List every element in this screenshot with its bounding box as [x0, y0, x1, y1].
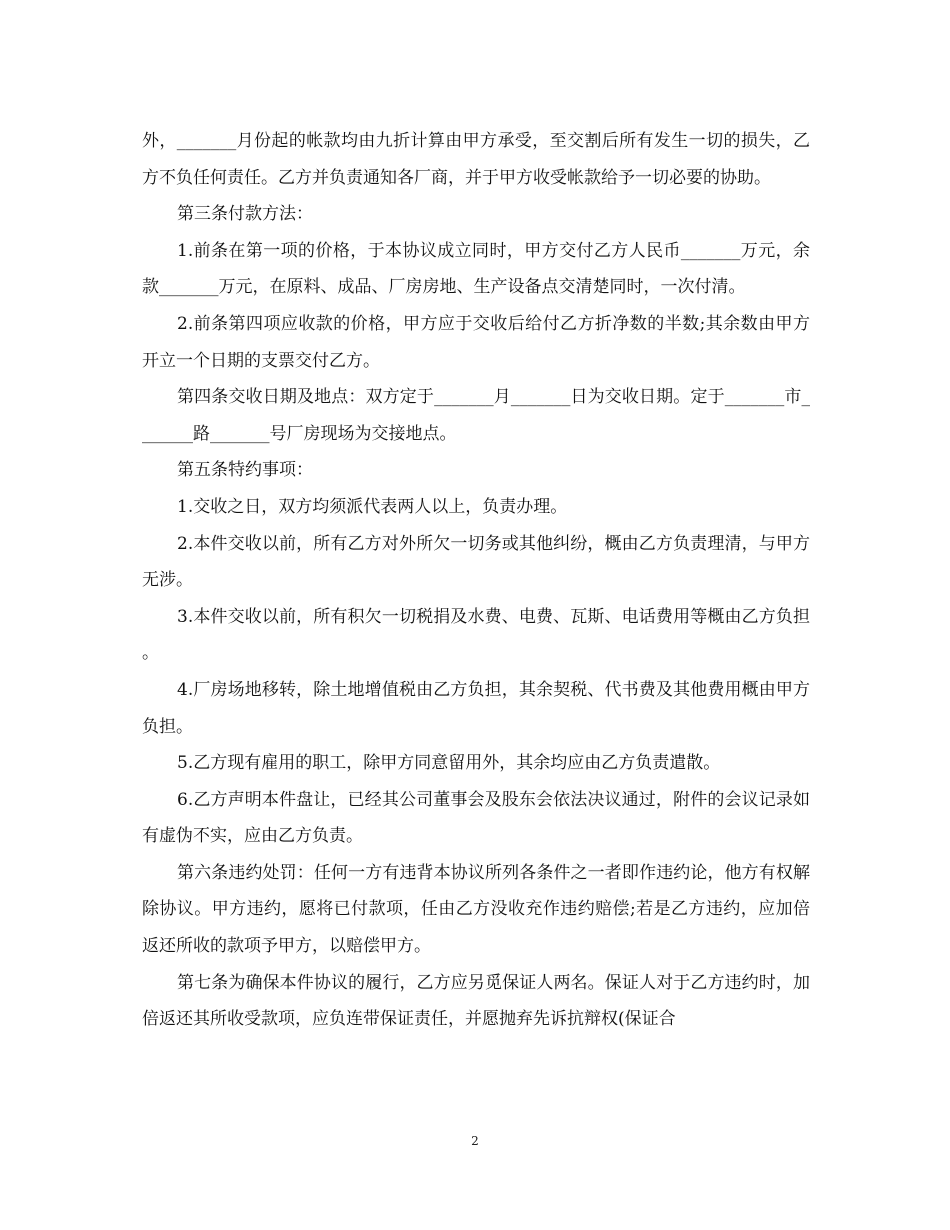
paragraph: 3.本件交收以前，所有积欠一切税捐及水费、电费、瓦斯、电话费用等概由乙方负担。	[142, 606, 810, 664]
article-5-heading: 第五条特约事项：	[177, 460, 313, 481]
paragraph: 6.乙方声明本件盘让，已经其公司董事会及股东会依法决议通过，附件的会议记录如有虚伪不实，应由乙方负责。	[142, 789, 810, 847]
paragraph: 1.前条在第一项的价格，于本协议成立同时，甲方交付乙方人民币_______万元，余款_______万元，在原料、成品、厂房房地、生产设备点交清楚同时，一次付清。	[142, 240, 810, 298]
paragraph: 2.本件交收以前，所有乙方对外所欠一切务或其他纠纷，概由乙方负责理清，与甲方无涉。	[142, 533, 810, 591]
paragraph: 5.乙方现有雇用的职工，除甲方同意留用外，其余均应由乙方负责遣散。	[177, 753, 721, 774]
page-number: 2	[471, 1134, 479, 1148]
article-6-paragraph: 第六条违约处罚：任何一方有违背本协议所列各条件之一者即作违约论，他方有权解除协议。甲方违约，愿将已付款项，任由乙方没收充作违约赔偿;若是乙方违约，应加倍返还所收的款项予甲方，以赔偿甲方。	[142, 862, 810, 957]
paragraph: 外，_______月份起的帐款均由九折计算由甲方承受，至交割后所有发生一切的损失，乙方不负任何责任。乙方并负责通知各厂商，并于甲方收受帐款给予一切必要的协助。	[142, 131, 810, 188]
paragraph: 4.厂房场地移转，除土地增值税由乙方负担，其余契税、代书费及其他费用概由甲方负担。	[142, 679, 810, 737]
paragraph: 1.交收之日，双方均须派代表两人以上，负责办理。	[177, 496, 568, 517]
article-3-heading: 第三条付款方法：	[177, 204, 313, 225]
paragraph: 2.前条第四项应收款的价格，甲方应于交收后给付乙方折净数的半数;其余数由甲方开立一个日期的支票交付乙方。	[142, 313, 810, 371]
document-body	[142, 123, 810, 1038]
article-7-paragraph: 第七条为确保本件协议的履行，乙方应另觅保证人两名。保证人对于乙方违约时，加倍返还其所收受款项，应负连带保证责任，并愿抛弃先诉抗辩权(保证合	[142, 972, 810, 1030]
article-4-paragraph: 第四条交收日期及地点：双方定于_______月_______日为交收日期。定于_______市_______路_______号厂房现场为交接地点。	[142, 387, 810, 444]
